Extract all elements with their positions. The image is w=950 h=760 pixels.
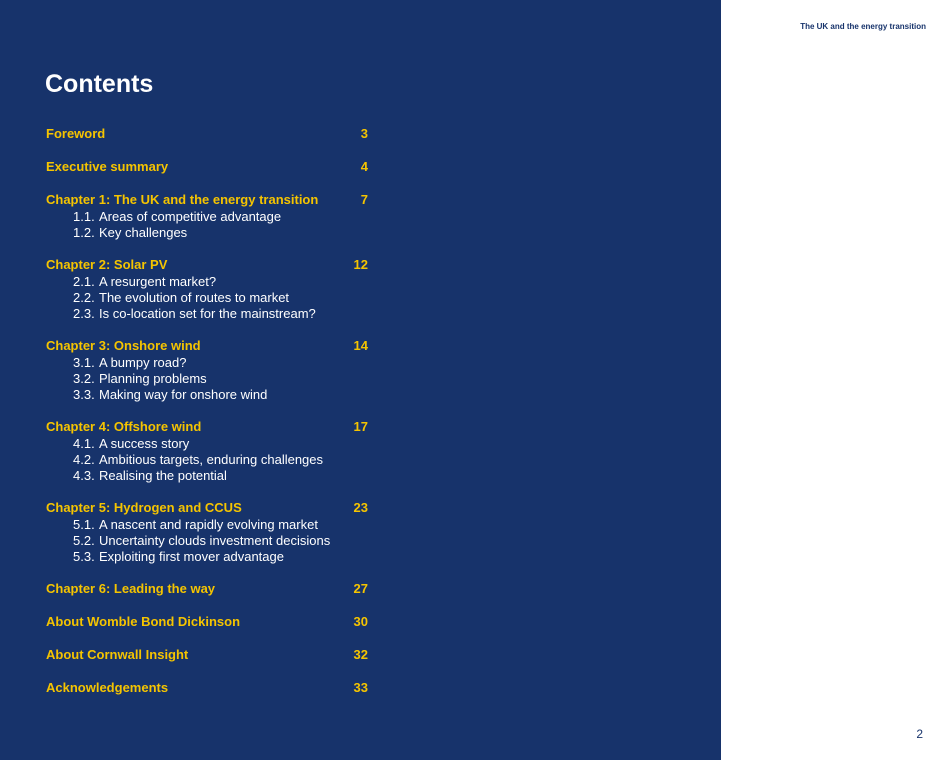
toc-subsection-number: 4.2. [73, 452, 95, 467]
toc-page-number: 14 [353, 338, 368, 353]
toc-subsection-number: 2.3. [73, 306, 95, 321]
toc-subsection-title: Is co-location set for the mainstream? [99, 306, 316, 321]
toc-entry [46, 190, 368, 241]
toc-entry [46, 255, 368, 322]
toc-entry [46, 579, 368, 598]
toc-chapter-title: About Cornwall Insight [46, 647, 189, 662]
toc-subsection-link[interactable] [46, 549, 368, 565]
toc-chapter-title: Foreword [46, 126, 106, 141]
toc-subsection-link[interactable] [46, 355, 368, 371]
toc-page-number: 33 [353, 680, 368, 695]
toc-subsection-link[interactable] [46, 452, 368, 468]
toc-entry [46, 157, 368, 176]
toc-page-number: 32 [353, 647, 368, 662]
toc-entry [46, 645, 368, 664]
toc-chapter-link[interactable] [46, 498, 368, 517]
toc-subsection-number: 1.1. [73, 209, 95, 224]
toc-subsection-link[interactable] [46, 468, 368, 484]
toc-chapter-link[interactable] [46, 336, 368, 355]
toc-chapter-title: Acknowledgements [46, 680, 169, 695]
toc-subsection-title: Key challenges [99, 225, 188, 240]
toc-subsection-link[interactable] [46, 274, 368, 290]
toc-subsection-title: Planning problems [99, 371, 207, 386]
toc-subsection-title: The evolution of routes to market [99, 290, 290, 305]
toc-chapter-title: Chapter 6: Leading the way [46, 581, 216, 596]
toc-subsection-link[interactable] [46, 371, 368, 387]
toc-subsection-title: A nascent and rapidly evolving market [99, 517, 318, 532]
toc-page-number: 3 [360, 126, 368, 141]
toc-subsection-title: Realising the potential [99, 468, 227, 483]
toc-entry [46, 417, 368, 484]
toc-subsection-link[interactable] [46, 517, 368, 533]
toc-subsection-number: 3.1. [73, 355, 95, 370]
table-of-contents [46, 124, 368, 711]
toc-page-number: 12 [353, 257, 368, 272]
toc-subsection-title: A bumpy road? [99, 355, 187, 370]
toc-subsection-link[interactable] [46, 290, 368, 306]
toc-subsection-number: 5.2. [73, 533, 95, 548]
toc-chapter-link[interactable] [46, 579, 368, 598]
toc-subsection-title: Making way for onshore wind [99, 387, 268, 402]
toc-entry [46, 336, 368, 403]
toc-page-number: 30 [353, 614, 368, 629]
toc-subsection-title: A resurgent market? [99, 274, 217, 289]
toc-chapter-link[interactable] [46, 255, 368, 274]
toc-subsection-number: 3.3. [73, 387, 95, 402]
toc-entry [46, 124, 368, 143]
toc-subsection-title: Exploiting first mover advantage [99, 549, 284, 564]
toc-subsection-link[interactable] [46, 387, 368, 403]
toc-subsection-link[interactable] [46, 306, 368, 322]
toc-subsection-title: Areas of competitive advantage [99, 209, 282, 224]
toc-chapter-title: Chapter 3: Onshore wind [46, 338, 201, 353]
running-header: The UK and the energy transition [800, 22, 926, 31]
toc-page-number: 7 [360, 192, 368, 207]
toc-chapter-link[interactable] [46, 190, 368, 209]
toc-subsection-link[interactable] [46, 533, 368, 549]
toc-subsection-number: 3.2. [73, 371, 95, 386]
toc-chapter-title: Executive summary [46, 159, 169, 174]
toc-chapter-link[interactable] [46, 612, 368, 631]
page-number: 2 [916, 727, 923, 741]
toc-subsection-number: 4.3. [73, 468, 95, 483]
toc-page-number: 17 [353, 419, 368, 434]
toc-chapter-title: Chapter 4: Offshore wind [46, 419, 202, 434]
toc-chapter-title: About Womble Bond Dickinson [46, 614, 241, 629]
page-title: Contents [45, 70, 154, 98]
toc-subsection-number: 2.2. [73, 290, 95, 305]
toc-subsection-title: A success story [99, 436, 190, 451]
toc-subsection-number: 4.1. [73, 436, 95, 451]
toc-page-number: 4 [360, 159, 368, 174]
toc-subsection-number: 5.3. [73, 549, 95, 564]
toc-chapter-title: Chapter 2: Solar PV [46, 257, 168, 272]
toc-subsection-number: 5.1. [73, 517, 95, 532]
toc-subsection-number: 1.2. [73, 225, 95, 240]
toc-chapter-link[interactable] [46, 678, 368, 697]
toc-chapter-title: Chapter 1: The UK and the energy transition [46, 192, 319, 207]
toc-page-number: 23 [353, 500, 368, 515]
toc-entry [46, 678, 368, 697]
toc-entry [46, 498, 368, 565]
toc-subsection-number: 2.1. [73, 274, 95, 289]
toc-chapter-title: Chapter 5: Hydrogen and CCUS [46, 500, 242, 515]
toc-entry [46, 612, 368, 631]
toc-subsection-link[interactable] [46, 225, 368, 241]
toc-subsection-link[interactable] [46, 436, 368, 452]
toc-chapter-link[interactable] [46, 645, 368, 664]
toc-subsection-title: Uncertainty clouds investment decisions [99, 533, 331, 548]
toc-chapter-link[interactable] [46, 157, 368, 176]
toc-subsection-title: Ambitious targets, enduring challenges [99, 452, 324, 467]
toc-chapter-link[interactable] [46, 417, 368, 436]
toc-page-number: 27 [353, 581, 368, 596]
toc-subsection-link[interactable] [46, 209, 368, 225]
toc-chapter-link[interactable] [46, 124, 368, 143]
